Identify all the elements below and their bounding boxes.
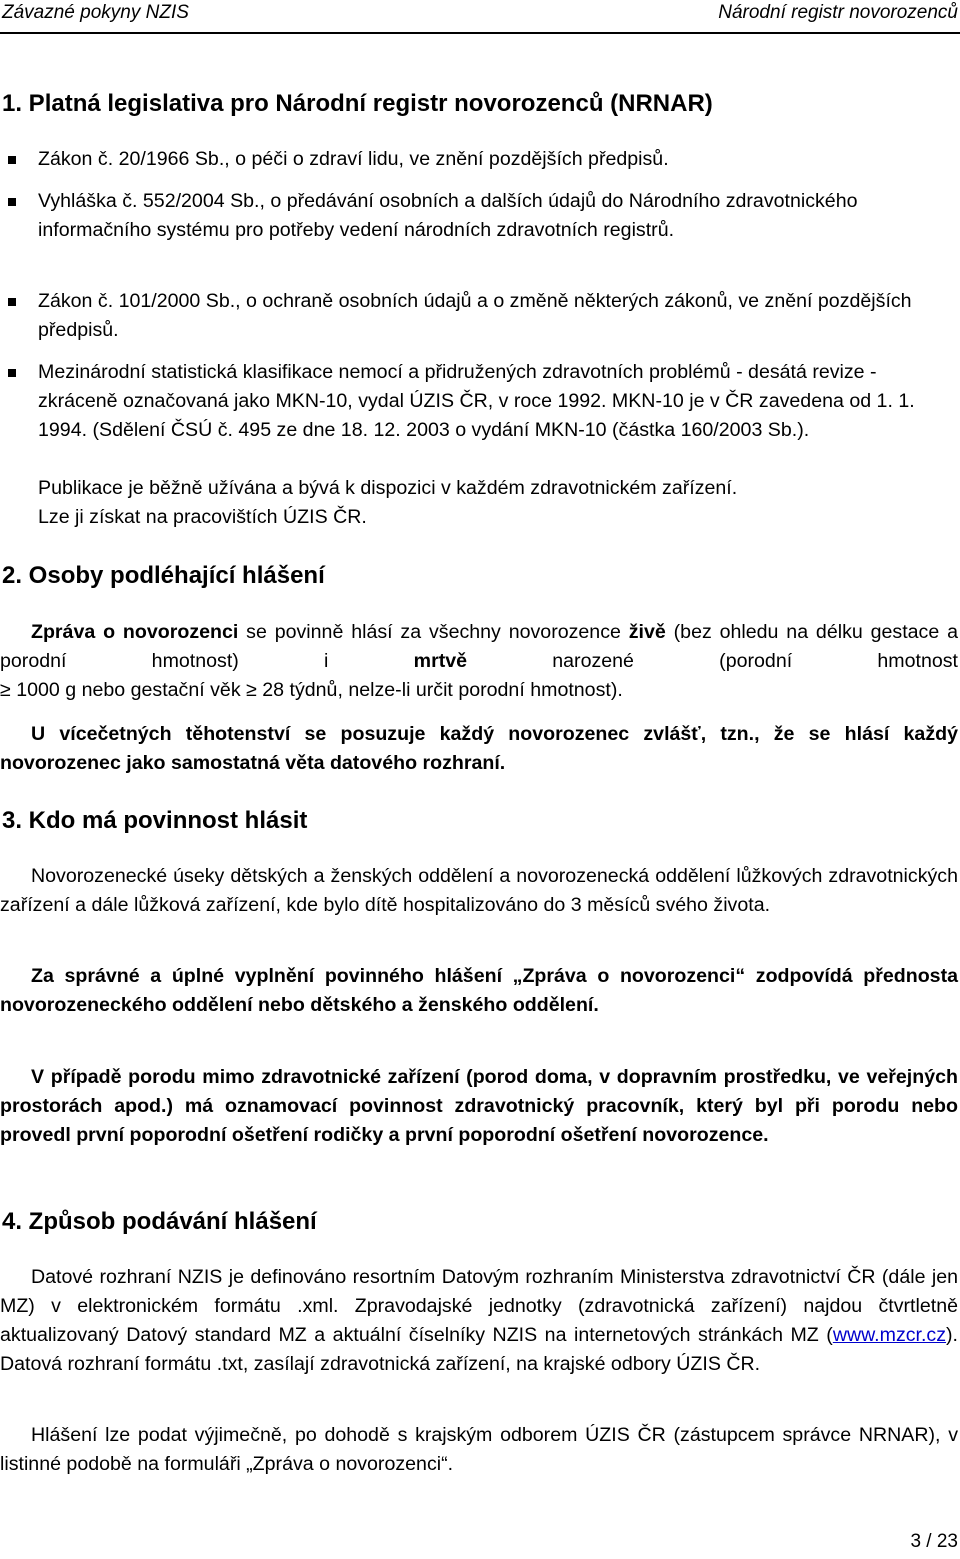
section-2-paragraph-1-end: ≥ 1000 g nebo gestační věk ≥ 28 týdnů, nelze-li určit porodní hmotnost). (0, 679, 623, 701)
report-name: Zpráva o novorozenci (31, 621, 239, 643)
legislation-item-3: Zákon č. 101/2000 Sb., o ochraně osobních údajů a o změně některých zákonů, ve znění pozdějších předpisů. (38, 287, 958, 345)
publication-note: Publikace je běžně užívána a bývá k dispozici v každém zdravotnickém zařízení. (38, 477, 738, 499)
legislation-item-1: Zákon č. 20/1966 Sb., o péči o zdraví lidu, ve znění pozdějších předpisů. (38, 145, 958, 174)
publication-availability: Lze ji získat na pracovištích ÚZIS ČR. (38, 506, 367, 528)
section-2-heading: 2. Osoby podléhající hlášení (2, 562, 325, 589)
ge-symbol: ≥ (246, 679, 257, 701)
section-3-paragraph-1: Novorozenecké úseky dětských a ženských oddělení a novorozenecká oddělení lůžkových zdravotnických zařízení a dále lůžková zařízení, kde bylo dítě hospitalizováno do 3 měsíců svého života. (0, 865, 958, 916)
legislation-item-4: Mezinárodní statistická klasifikace nemocí a přidružených zdravotních problémů - desátá revize - zkráceně označovaná jako MKN-10, vydal ÚZIS ČR, v roce 1992. MKN-10 je v ČR zavedena od 1. 1. 1994. (Sdělení ČSÚ č. 495 ze dne 18. 12. 2003 o vydání MKN-10 (částka 160/2003 Sb.). (38, 358, 958, 445)
legislation-item-2: Vyhláška č. 552/2004 Sb., o předávání osobních a dalších údajů do Národního zdravotnického informačního systému pro potřeby vedení národních zdravotních registrů. (38, 187, 958, 245)
dead-term: mrtvě (413, 650, 468, 672)
section-2-paragraph-2: U vícečetných těhotenství se posuzuje každý novorozenec zvlášť, tzn., že se hlásí každý novorozenec jako samostatná věta datového rozhraní. (0, 723, 958, 774)
section-4-paragraph-1: Datové rozhraní NZIS je definováno resortním Datovým rozhraním Ministerstva zdravotnictví ČR (dále jen MZ) v elektronickém formátu .xml. Zpravodajské jednotky (zdravotnická zařízení) najdou čtvrtletně aktualizovaný Datový standard MZ a aktuální číselníky NZIS na internetových stránkách MZ (www.mzcr.cz). Datová rozhraní formátu .txt, zasílají zdravotnická zařízení, na krajské odbory ÚZIS ČR. (0, 1266, 958, 1375)
header-left-title: Závazné pokyny NZIS (2, 2, 189, 23)
page-number: 3 / 23 (910, 1531, 958, 1552)
section-3-paragraph-2: Za správné a úplné vyplnění povinného hlášení „Zpráva o novorozenci“ zodpovídá přednosta novorozeneckého oddělení nebo dětského a ženského oddělení. (0, 965, 958, 1016)
mzcr-link[interactable]: www.mzcr.cz (832, 1324, 947, 1346)
section-3-paragraph-3: V případě porodu mimo zdravotnické zařízení (porod doma, v dopravním prostředku, ve veřejných prostorách apod.) má oznamovací povinnost zdravotnický pracovník, který byl při porodu nebo provedl první poporodní ošetření rodičky a první poporodní ošetření novorozence. (0, 1066, 958, 1146)
section-2-paragraph-1: Zpráva o novorozenci se povinně hlásí za všechny novorozence živě (bez ohledu na délku gestace a porodní hmotnost) i mrtvě narozené (porodní hmotnost (0, 621, 958, 672)
section-4-paragraph-2: Hlášení lze podat výjimečně, po dohodě s krajským odborem ÚZIS ČR (zástupcem správce NRNAR), v listinné podobě na formuláři „Zpráva o novorozenci“. (0, 1424, 958, 1475)
section-1-heading: 1. Platná legislativa pro Národní registr novorozenců (NRNAR) (2, 90, 713, 117)
header-right-title: Národní registr novorozenců (718, 2, 958, 23)
ge-symbol: ≥ (0, 679, 11, 701)
page-header (0, 0, 960, 34)
section-4-heading: 4. Způsob podávání hlášení (2, 1208, 317, 1235)
section-3-heading: 3. Kdo má povinnost hlásit (2, 807, 308, 834)
alive-term: živě (628, 621, 666, 643)
